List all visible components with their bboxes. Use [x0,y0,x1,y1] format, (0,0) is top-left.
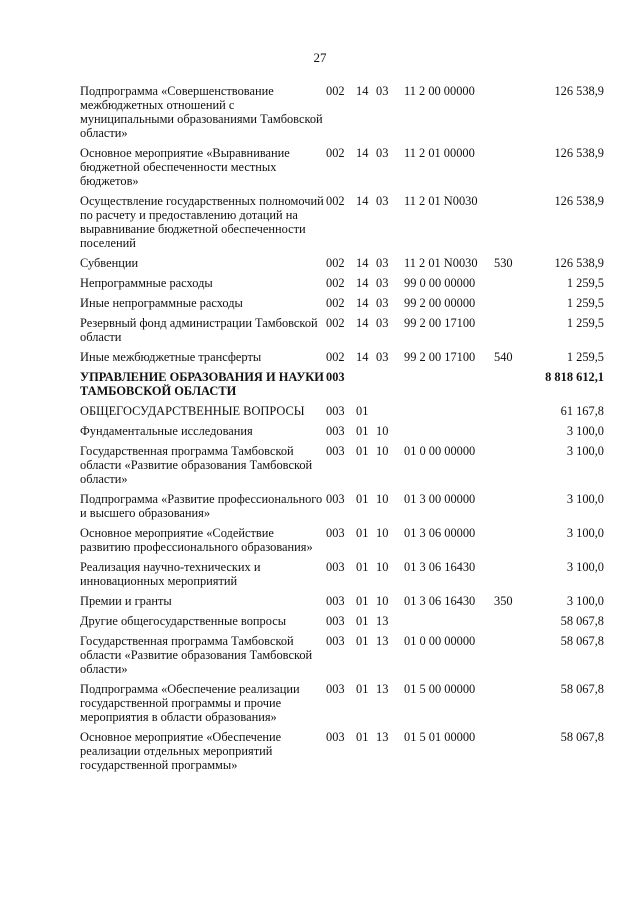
row-expense-type-code [494,194,528,256]
row-name: Субвенции [80,256,139,270]
table-row [80,316,604,350]
row-name: Государственная программа Тамбовской области «Развитие образования Тамбовской области» [80,444,313,486]
row-admin-code: 003 [326,492,345,506]
table-row [80,444,604,492]
row-target-code: 01 5 01 00000 [404,730,476,744]
row-amount: 58 067,8 [560,682,604,696]
row-target-code: 11 2 01 00000 [404,146,475,160]
row-target-code: 01 3 00 00000 [404,492,476,506]
row-expense-type-code [494,634,528,682]
row-subsection-code: 03 [376,146,389,160]
row-section-code: 01 [356,492,369,506]
row-expense-type-code [494,404,528,424]
row-name: Осуществление государственных полномочий по расчету и предоставлению дотаций на выравнивание бюджетной обеспеченности поселений [80,194,324,250]
row-subsection-code: 03 [376,276,389,290]
row-expense-type-code [494,296,528,316]
row-expense-type-code: 540 [494,350,513,364]
row-amount: 1 259,5 [566,296,604,310]
row-section-code: 01 [356,730,369,744]
table-row [80,526,604,560]
row-target-code: 11 2 00 00000 [404,84,475,98]
row-section-code: 01 [356,404,369,418]
row-target-code: 99 0 00 00000 [404,276,476,290]
row-target-code: 01 3 06 16430 [404,560,476,574]
row-subsection-code: 03 [376,296,389,310]
row-admin-code: 002 [326,276,345,290]
row-section-code: 14 [356,194,369,208]
row-subsection-code: 13 [376,634,389,648]
table-row [80,634,604,682]
row-expense-type-code [494,146,528,194]
row-expense-type-code [494,444,528,492]
row-section-code: 14 [356,146,369,160]
row-name: Подпрограмма «Развитие профессионального и высшего образования» [80,492,323,520]
row-subsection-code: 10 [376,424,389,438]
row-subsection-code: 10 [376,492,389,506]
row-amount: 3 100,0 [566,560,604,574]
row-name: Основное мероприятие «Содействие развитию профессионального образования» [80,526,313,554]
row-expense-type-code [494,560,528,594]
row-amount: 58 067,8 [560,730,604,744]
row-target-code: 99 2 00 17100 [404,350,476,364]
row-admin-code: 003 [326,634,345,648]
table-row [80,560,604,594]
row-subsection-code: 03 [376,194,389,208]
table-row [80,84,604,146]
table-row [80,594,604,614]
row-target-code: 01 0 00 00000 [404,444,476,458]
row-expense-type-code [494,730,528,778]
row-name: Премии и гранты [80,594,172,608]
row-amount: 3 100,0 [566,444,604,458]
row-section-code [356,370,376,404]
row-name: Иные межбюджетные трансферты [80,350,262,364]
row-amount: 126 538,9 [554,194,604,208]
row-amount: 8 818 612,1 [545,370,604,384]
row-amount: 1 259,5 [566,316,604,330]
table-row [80,296,604,316]
row-admin-code: 003 [326,560,345,574]
row-section-code: 01 [356,594,369,608]
row-subsection-code: 03 [376,350,389,364]
row-amount: 126 538,9 [554,146,604,160]
row-subsection-code: 03 [376,316,389,330]
row-name: Государственная программа Тамбовской области «Развитие образования Тамбовской области» [80,634,313,676]
row-amount: 61 167,8 [560,404,604,418]
row-name: УПРАВЛЕНИЕ ОБРАЗОВАНИЯ И НАУКИ ТАМБОВСКОЙ ОБЛАСТИ [80,370,324,398]
row-amount: 126 538,9 [554,84,604,98]
row-expense-type-code [494,614,528,634]
row-admin-code: 003 [326,424,345,438]
row-admin-code: 002 [326,256,345,270]
table-row [80,146,604,194]
row-expense-type-code [494,424,528,444]
row-target-code: 99 2 00 17100 [404,316,476,330]
row-expense-type-code [494,276,528,296]
row-target-code [404,614,494,634]
table-row [80,276,604,296]
row-admin-code: 003 [326,404,345,418]
row-expense-type-code [494,370,528,404]
row-name: Резервный фонд администрации Тамбовской области [80,316,318,344]
row-admin-code: 003 [326,682,345,696]
row-section-code: 14 [356,256,369,270]
row-subsection-code: 10 [376,560,389,574]
row-admin-code: 002 [326,194,345,208]
row-target-code: 11 2 01 N0030 [404,194,478,208]
row-section-code: 01 [356,614,369,628]
row-subsection-code: 13 [376,730,389,744]
row-amount: 3 100,0 [566,492,604,506]
row-subsection-code [376,370,404,404]
row-section-code: 14 [356,276,369,290]
table-row [80,614,604,634]
row-expense-type-code [494,526,528,560]
row-target-code: 01 0 00 00000 [404,634,476,648]
table-row [80,492,604,526]
row-admin-code: 002 [326,146,345,160]
row-admin-code: 003 [326,730,345,744]
row-section-code: 01 [356,444,369,458]
row-admin-code: 002 [326,350,345,364]
table-row [80,256,604,276]
row-target-code [404,404,494,424]
row-subsection-code: 10 [376,444,389,458]
row-section-code: 14 [356,350,369,364]
row-name: Фундаментальные исследования [80,424,253,438]
row-amount: 58 067,8 [560,634,604,648]
row-section-code: 01 [356,424,369,438]
row-subsection-code: 03 [376,84,389,98]
row-section-code: 14 [356,296,369,310]
row-subsection-code: 13 [376,682,389,696]
row-name: Подпрограмма «Обеспечение реализации государственной программы и прочие мероприятия в области образования» [80,682,300,724]
row-admin-code: 003 [326,614,345,628]
row-name: ОБЩЕГОСУДАРСТВЕННЫЕ ВОПРОСЫ [80,404,305,418]
table-row [80,370,604,404]
row-target-code [404,424,494,444]
table-row [80,730,604,778]
row-admin-code: 002 [326,296,345,310]
row-admin-code: 003 [326,370,345,384]
row-subsection-code: 10 [376,526,389,540]
row-section-code: 14 [356,84,369,98]
row-admin-code: 002 [326,316,345,330]
table-row [80,350,604,370]
row-expense-type-code [494,316,528,350]
row-amount: 1 259,5 [566,350,604,364]
row-expense-type-code [494,682,528,730]
row-amount: 1 259,5 [566,276,604,290]
row-section-code: 01 [356,634,369,648]
row-amount: 58 067,8 [560,614,604,628]
budget-table [80,84,604,778]
row-expense-type-code: 530 [494,256,513,270]
row-amount: 3 100,0 [566,526,604,540]
row-section-code: 01 [356,560,369,574]
row-expense-type-code: 350 [494,594,513,608]
row-section-code: 01 [356,682,369,696]
row-admin-code: 003 [326,526,345,540]
table-row [80,682,604,730]
row-name: Основное мероприятие «Обеспечение реализации отдельных мероприятий государственной программы» [80,730,282,772]
row-target-code: 01 3 06 16430 [404,594,476,608]
table-row [80,424,604,444]
row-name: Подпрограмма «Совершенствование межбюджетных отношений с муниципальными образованиями Тамбовской области» [80,84,323,140]
row-target-code: 11 2 01 N0030 [404,256,478,270]
row-target-code: 01 3 06 00000 [404,526,476,540]
row-name: Иные непрограммные расходы [80,296,243,310]
row-amount: 3 100,0 [566,424,604,438]
row-target-code [404,370,494,404]
row-subsection-code [376,404,404,424]
page-number: 27 [313,50,327,65]
row-name: Реализация научно-технических и инновационных мероприятий [80,560,261,588]
row-target-code: 01 5 00 00000 [404,682,476,696]
row-amount: 3 100,0 [566,594,604,608]
row-subsection-code: 10 [376,594,389,608]
row-admin-code: 003 [326,444,345,458]
row-target-code: 99 2 00 00000 [404,296,476,310]
row-admin-code: 002 [326,84,345,98]
table-row [80,194,604,256]
table-row [80,404,604,424]
row-name: Другие общегосударственные вопросы [80,614,287,628]
row-expense-type-code [494,84,528,146]
row-admin-code: 003 [326,594,345,608]
budget-table-body [80,84,604,778]
row-name: Основное мероприятие «Выравнивание бюджетной обеспеченности местных бюджетов» [80,146,290,188]
row-name: Непрограммные расходы [80,276,213,290]
row-section-code: 01 [356,526,369,540]
row-amount: 126 538,9 [554,256,604,270]
row-section-code: 14 [356,316,369,330]
row-expense-type-code [494,492,528,526]
row-subsection-code: 13 [376,614,389,628]
row-subsection-code: 03 [376,256,389,270]
